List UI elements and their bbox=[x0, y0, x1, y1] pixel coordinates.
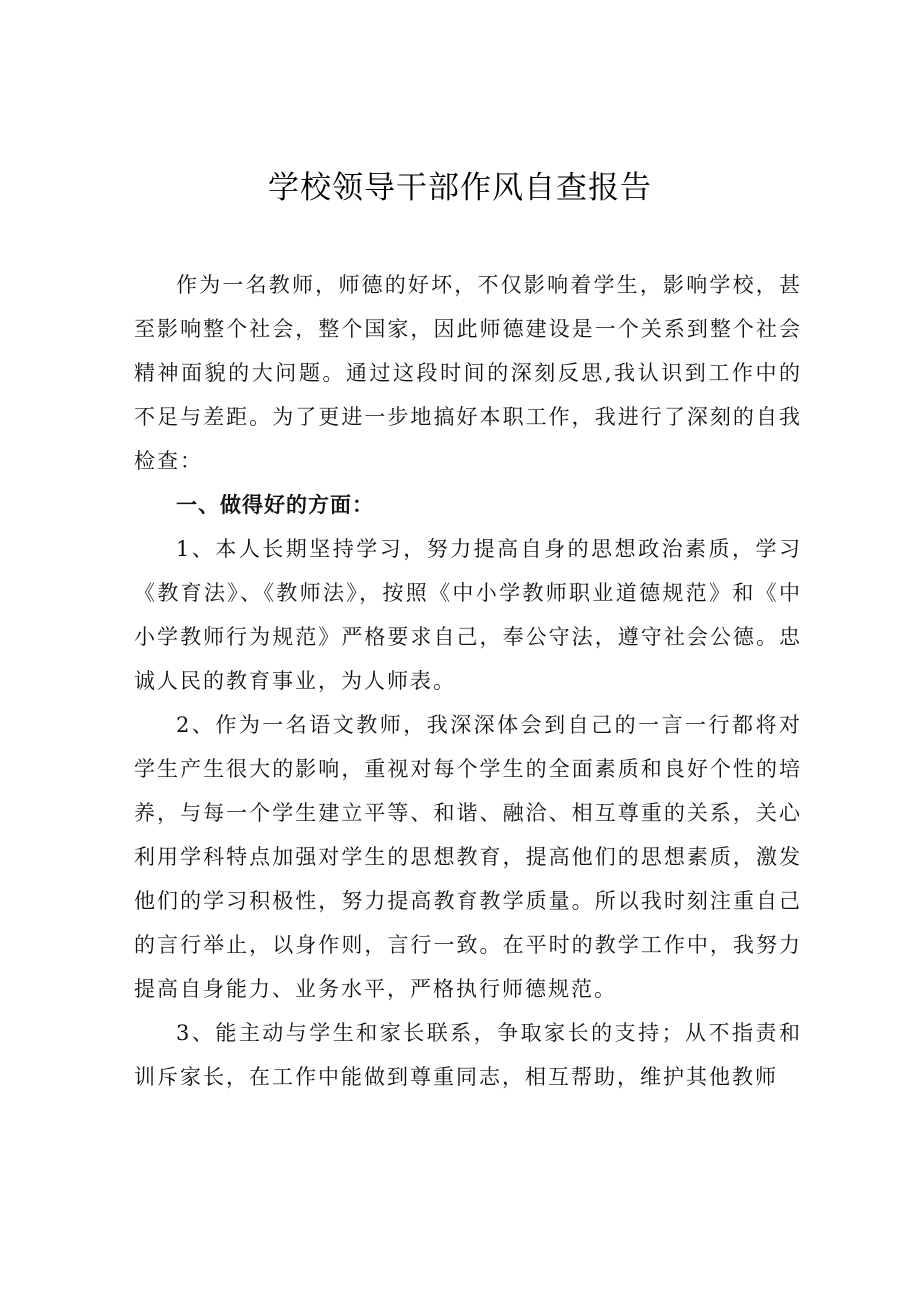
point-3-paragraph: 3、能主动与学生和家长联系，争取家长的支持；从不指责和训斥家长，在工作中能做到尊重同志，相互帮助，维护其他教师 bbox=[134, 1021, 802, 1089]
intro-paragraph: 作为一名教师，师德的好坏，不仅影响着学生，影响学校，甚至影响整个社会，整个国家，因此师德建设是一个关系到整个社会精神面貌的大问题。通过这段时间的深刻反思,我认识到工作中的不足与差距。为了更进一步地搞好本职工作，我进行了深刻的自我检查： bbox=[134, 273, 802, 473]
document-body bbox=[134, 263, 802, 1099]
document-title: 学校领导干部作风自查报告 bbox=[268, 170, 652, 206]
section-heading-good-aspects: 一、做得好的方面： bbox=[176, 493, 374, 517]
point-1-paragraph: 1、本人长期坚持学习，努力提高自身的思想政治素质，学习《教育法》、《教师法》，按照《中小学教师职业道德规范》和《中小学教师行为规范》严格要求自己，奉公守法，遵守社会公德。忠诚人民的教育事业，为人师表。 bbox=[134, 537, 802, 693]
point-2-paragraph: 2、作为一名语文教师，我深深体会到自己的一言一行都将对学生产生很大的影响，重视对每个学生的全面素质和良好个性的培养，与每一个学生建立平等、和谐、融洽、相互尊重的关系，关心利用学科特点加强对学生的思想教育，提高他们的思想素质，激发他们的学习积极性，努力提高教育教学质量。所以我时刻注重自己的言行举止，以身作则，言行一致。在平时的教学工作中，我努力提高自身能力、业务水平，严格执行师德规范。 bbox=[134, 713, 802, 1001]
